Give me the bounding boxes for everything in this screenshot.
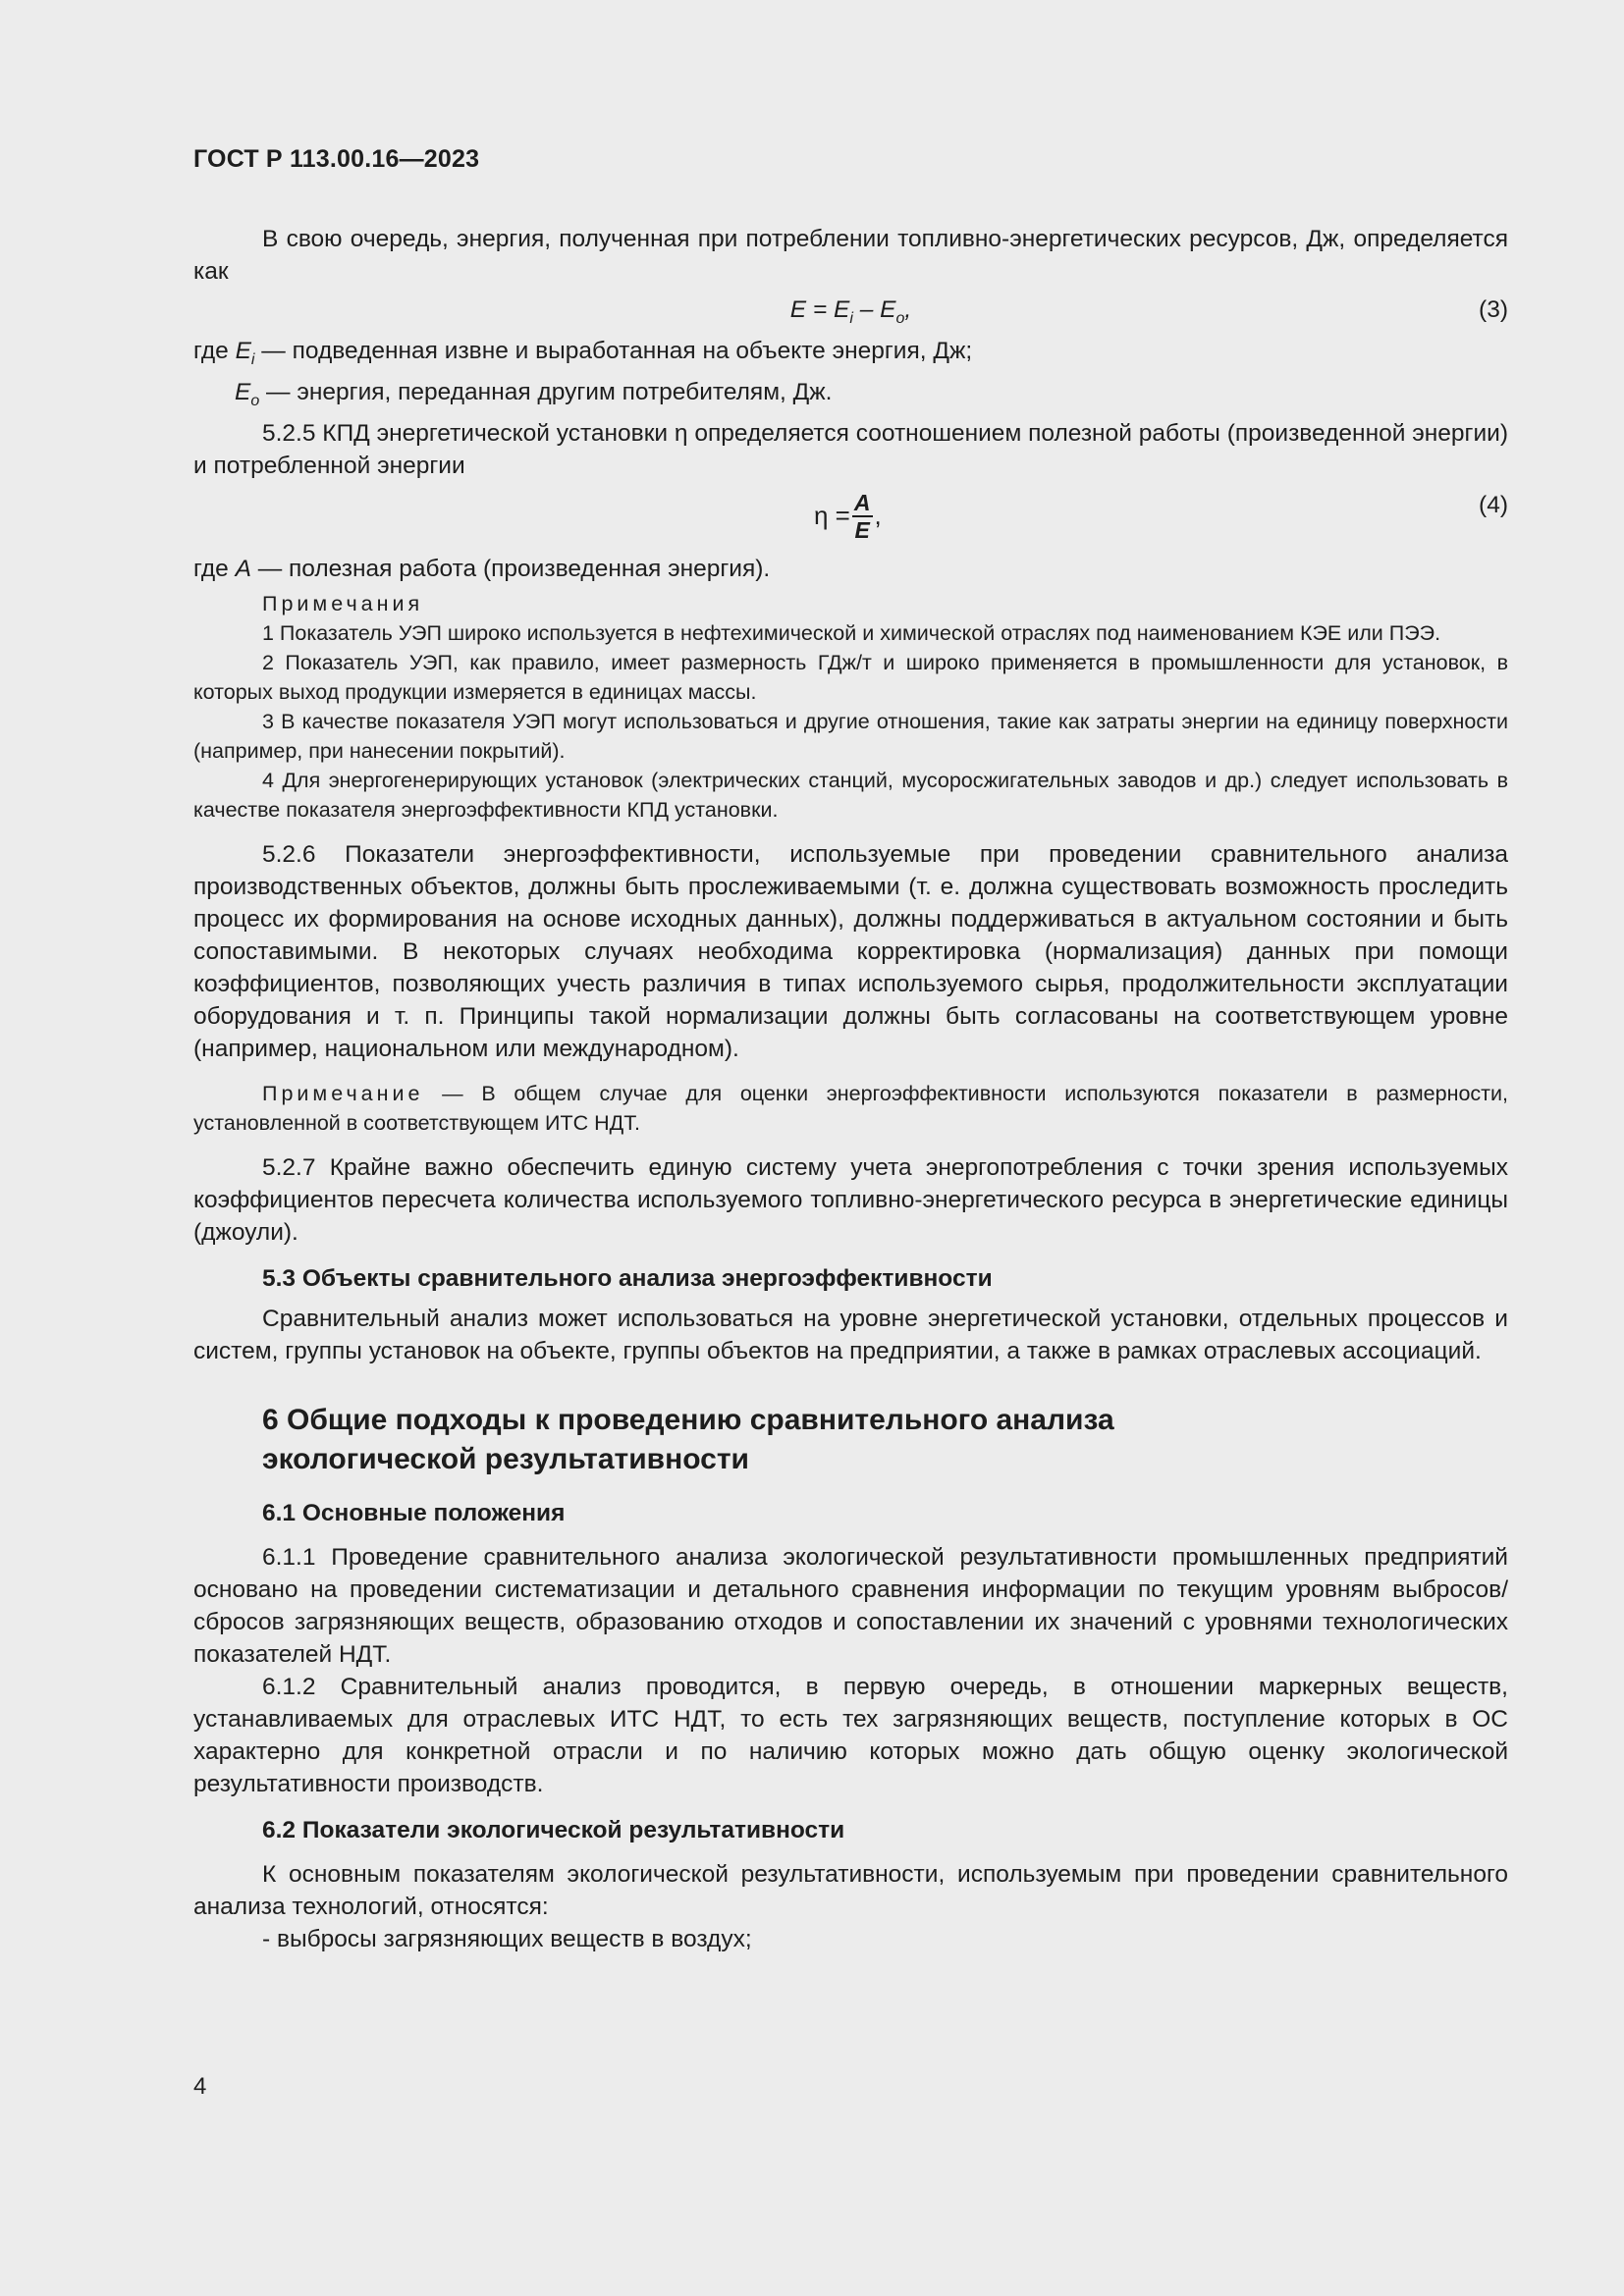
paragraph-6-2: К основным показателям экологической результативности, используемым при проведении сравнительного анализа технологий, относятся: xyxy=(193,1860,1508,1920)
heading-6-line-1: 6 Общие подходы к проведению сравнительного анализа xyxy=(262,1403,1114,1436)
notes-title: Примечания xyxy=(262,591,424,615)
formula-4-fraction: $\frac{A}{E}$ xyxy=(853,489,871,543)
paragraph-5-3: Сравнительный анализ может использоваться на уровне энергетической установки, отдельных процессов и систем, группы установок на объекте, группы объектов на предприятии, а также в рамках отраслевых ассоциаций. xyxy=(193,1305,1508,1364)
note-item: 2 Показатель УЭП, как правило, имеет размерность ГДж/т и широко применяется в промышленности для установок, в которых выход продукции измеряется в единицах массы. xyxy=(193,650,1508,704)
formula-4 xyxy=(193,484,1508,553)
formula-3-legend-1: где $E_i$ — подведенная извне и выработанная на объекте энергия, Дж; xyxy=(193,338,973,368)
formula-4-legend: где A — полезная работа (произведенная энергия). xyxy=(193,555,771,582)
note-item: 4 Для энергогенерирующих установок (электрических станций, мусоросжигательных заводов и др.) следует использовать в качестве показателя энергоэффективности КПД установки. xyxy=(193,768,1508,822)
formula-3 xyxy=(193,288,1508,333)
paragraph-6-1-2: 6.1.2 Сравнительный анализ проводится, в первую очередь, в отношении маркерных веществ, устанавливаемых для отраслевых ИТС НДТ, то есть тех загрязняющих веществ, поступление которых в ОС характерно для конкретной отрасли и по наличию которых можно дать общую оценку экологической результативности производств. xyxy=(193,1673,1508,1797)
note-single: Примечание — В общем случае для оценки энергоэффективности используются показатели в размерности, установленной в соответствующем ИТС НДТ. xyxy=(193,1081,1508,1135)
heading-6-1: 6.1 Основные положения xyxy=(262,1499,566,1526)
standard-header: ГОСТ Р 113.00.16—2023 xyxy=(193,145,480,173)
formula-3-legend-2: $E_o$ — энергия, переданная другим потребителям, Дж. xyxy=(235,378,833,409)
paragraph-6-1-1: 6.1.1 Проведение сравнительного анализа экологической результативности промышленных предприятий основано на проведении систематизации и детального сравнения информации по текущим уровням выбросов/сбросов загрязняющих веществ, образованию отходов и сопоставлении их значений с уровнями технологических показателей НДТ. xyxy=(193,1543,1508,1668)
formula-4-expression: η = $\frac{A}{E}$ , xyxy=(814,489,882,543)
formula-4-number: (4) xyxy=(1479,491,1508,518)
page-number: 4 xyxy=(193,2073,207,2100)
paragraph-5-2-6: 5.2.6 Показатели энергоэффективности, используемые при проведении сравнительного анализа производственных объектов, должны быть прослеживаемыми (т. е. должна существовать возможность проследить процесс их формирования на основе исходных данных), должны поддерживаться в актуальном состоянии и быть сопоставимыми. В некоторых случаях необходима корректировка (нормализация) данных при помощи коэффициентов, позволяющих учесть различия в типах используемого сырья, продолжительности эксплуатации оборудования и т. п. Принципы такой нормализации должны быть согласованы на соответствующем уровне (например, национальном или международном). xyxy=(193,840,1508,1062)
note-item: 1 Показатель УЭП широко используется в нефтехимической и химической отраслях под наименованием КЭЕ или ПЭЭ. xyxy=(262,620,1441,645)
paragraph-energy: В свою очередь, энергия, полученная при потреблении топливно-энергетических ресурсов, Дж, определяется как xyxy=(193,226,1508,285)
note-item: 3 В качестве показателя УЭП могут использоваться и другие отношения, такие как затраты энергии на единицу поверхности (например, при нанесении покрытий). xyxy=(193,709,1508,763)
paragraph-5-2-5: 5.2.5 КПД энергетической установки η определяется соотношением полезной работы (произведенной энергии) и потребленной энергии xyxy=(193,419,1508,479)
formula-3-number: (3) xyxy=(1479,296,1508,323)
paragraph-5-2-7: 5.2.7 Крайне важно обеспечить единую систему учета энергопотребления с точки зрения используемых коэффициентов пересчета количества используемого топливно-энергетического ресурса в энергетические единицы (джоули). xyxy=(193,1153,1508,1246)
heading-6-2: 6.2 Показатели экологической результативности xyxy=(262,1816,845,1843)
list-item: - выбросы загрязняющих веществ в воздух; xyxy=(262,1925,752,1952)
formula-3-expression: $E = E_i - E_o$, xyxy=(789,296,912,327)
heading-5-3: 5.3 Объекты сравнительного анализа энергоэффективности xyxy=(262,1264,993,1292)
heading-6-line-2: экологической результативности xyxy=(262,1442,749,1475)
